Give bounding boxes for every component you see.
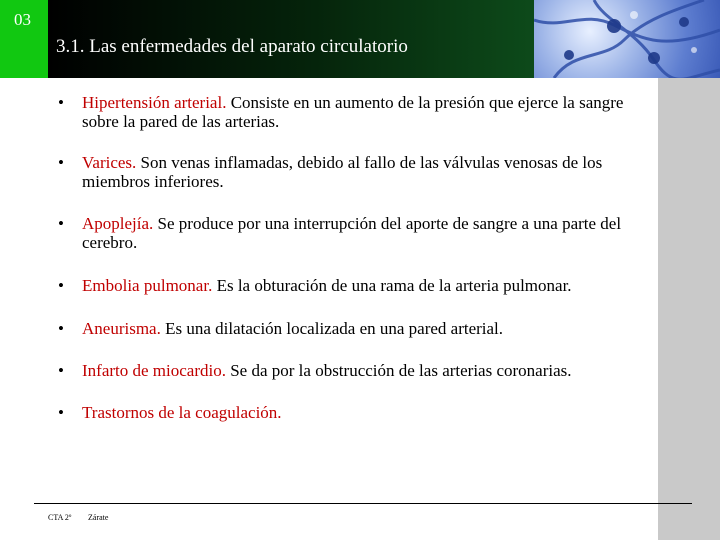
slide-number-box [0,0,48,78]
disease-term: Apoplejía. [82,214,154,233]
bullet-dot: • [58,319,64,338]
disease-description: Se produce por una interrupción del aporte de sangre a una parte del cerebro. [82,214,622,252]
bullet-dot: • [58,93,64,112]
list-item [58,214,658,252]
list-item [58,93,658,131]
bullet-list [58,93,658,422]
bullet-dot: • [58,214,64,233]
list-item [58,403,658,422]
disease-description: Se da por la obstrucción de las arterias coronarias. [225,361,572,380]
footer-course: CTA 2º [48,513,72,522]
disease-term: Embolia pulmonar. [82,276,213,295]
right-side-strip [658,78,720,540]
disease-term: Infarto de miocardio. [82,361,226,380]
footer-author: Zárate [88,513,109,522]
slide-title: 3.1. Las enfermedades del aparato circulatorio [56,36,408,57]
disease-term: Varices. [82,153,137,172]
bullet-dot: • [58,361,64,380]
bullet-dot: • [58,276,64,295]
bullet-dot: • [58,403,64,422]
neuron-image [534,0,720,78]
disease-term: Trastornos de la coagulación. [82,403,282,422]
bullet-dot: • [58,153,64,172]
disease-description: Es una dilatación localizada en una pared arterial. [160,319,504,338]
disease-description: Consiste en un aumento de la presión que ejerce la sangre sobre la pared de las arterias. [82,93,624,131]
list-item [58,153,658,191]
list-item [58,319,658,338]
disease-description: Es la obturación de una rama de la arteria pulmonar. [212,276,572,295]
list-item [58,361,658,380]
disease-description: Son venas inflamadas, debido al fallo de las válvulas venosas de los miembros inferiores. [82,153,603,191]
footer-divider [34,503,692,504]
list-item [58,276,658,295]
slide-number: 03 [14,10,31,29]
disease-term: Aneurisma. [82,319,161,338]
disease-term: Hipertensión arterial. [82,93,227,112]
